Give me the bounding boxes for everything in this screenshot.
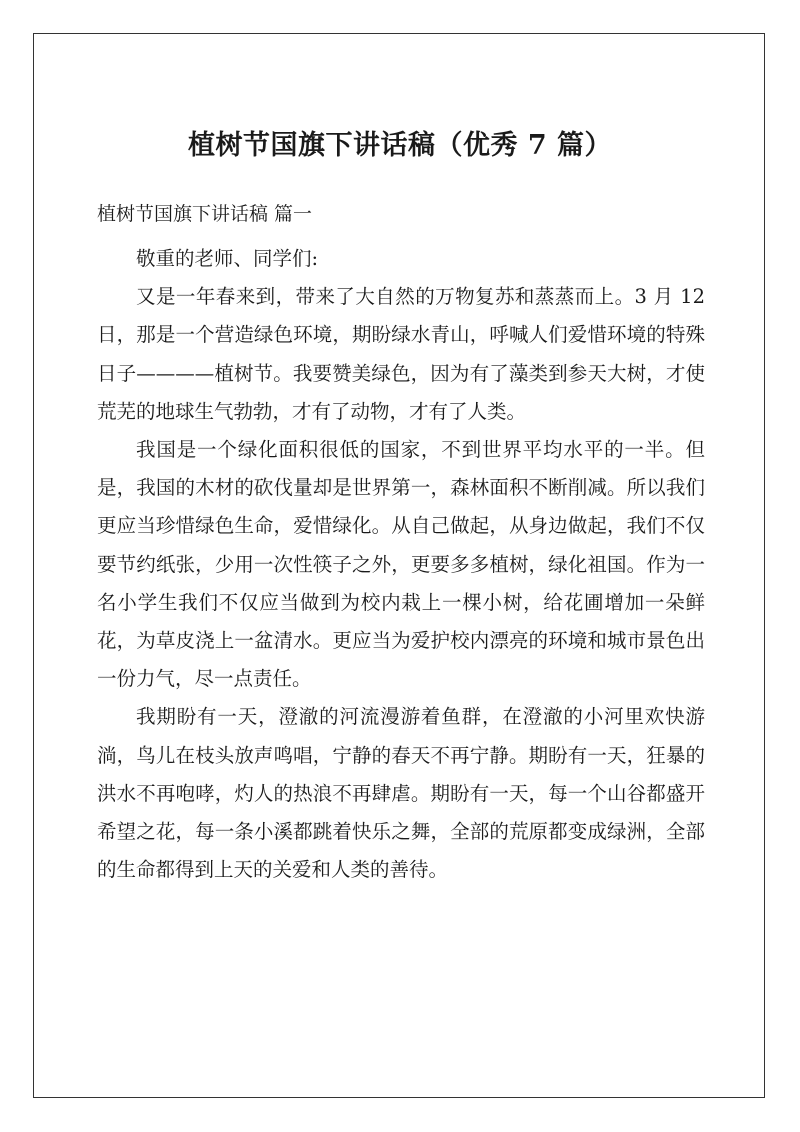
body-paragraph: 又是一年春来到，带来了大自然的万物复苏和蒸蒸而上。3 月 12 日，那是一个营造绿色环境，期盼绿水青山，呼喊人们爱惜环境的特殊日子————植树节。我要赞美绿色，因为有了藻类到参天大树，才使荒芜的地球生气勃勃，才有了动物，才有了人类。 <box>97 285 705 423</box>
section-heading: 植树节国旗下讲话稿 篇一 <box>97 203 313 225</box>
document-title: 植树节国旗下讲话稿（优秀 7 篇） <box>187 130 613 161</box>
salutation-paragraph: 敬重的老师、同学们: <box>136 247 319 270</box>
document-body <box>97 240 705 889</box>
body-paragraph: 我期盼有一天，澄澈的河流漫游着鱼群，在澄澈的小河里欢快游淌，鸟儿在枝头放声鸣唱，宁静的春天不再宁静。期盼有一天，狂暴的洪水不再咆哮，灼人的热浪不再肆虐。期盼有一天，每一个山谷都盛开希望之花，每一条小溪都跳着快乐之舞，全部的荒原都变成绿洲，全部的生命都得到上天的关爱和人类的善待。 <box>97 705 705 882</box>
body-paragraph: 我国是一个绿化面积很低的国家，不到世界平均水平的一半。但是，我国的木材的砍伐量却是世界第一，森林面积不断削减。所以我们更应当珍惜绿色生命，爱惜绿化。从自己做起，从身边做起，我们不仅要节约纸张，少用一次性筷子之外，更要多多植树，绿化祖国。作为一名小学生我们不仅应当做到为校内栽上一棵小树，给花圃增加一朵鲜花，为草皮浇上一盆清水。更应当为爱护校内漂亮的环境和城市景色出一份力气，尽一点责任。 <box>97 438 705 691</box>
